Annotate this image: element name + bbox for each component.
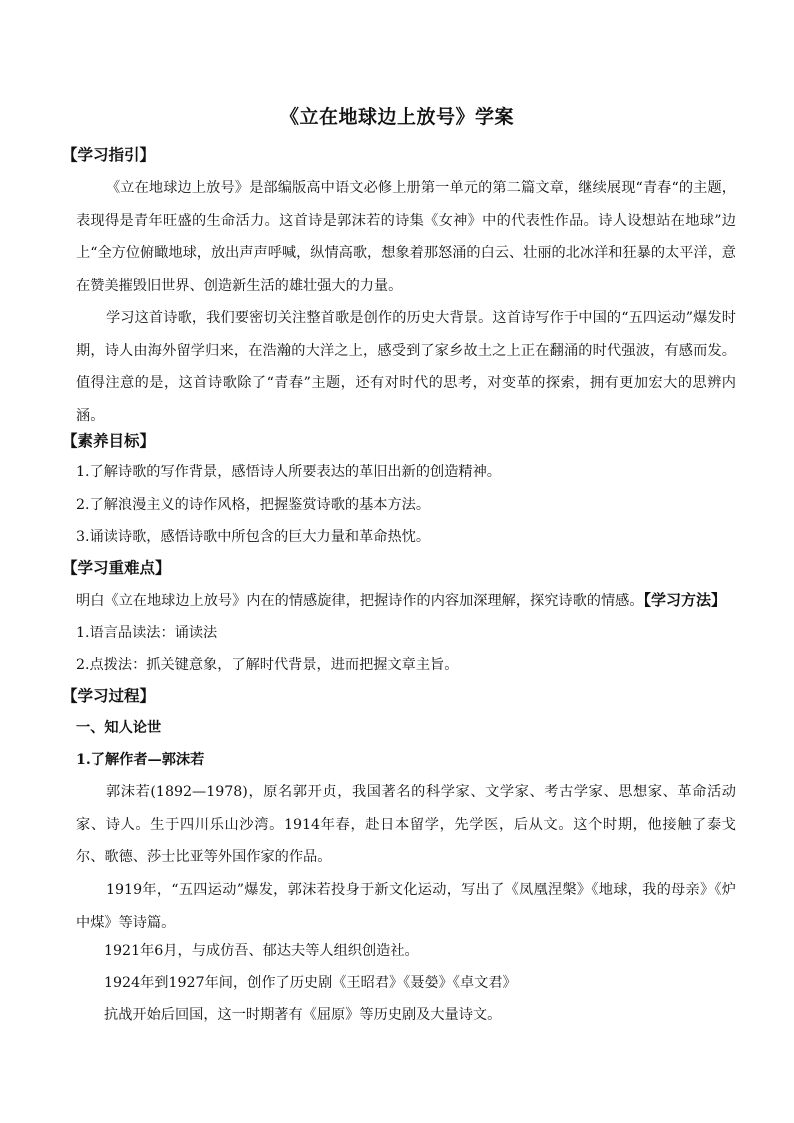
author-paragraph-1: 郭沫若(1892—1978)，原名郭开贞，我国著名的科学家、文学家、考古学家、思想家、革命活动家、诗人。生于四川乐山沙湾。1914年春，赴日本留学，先学医，后从文。这个时期，他接触了泰戈尔、歌德、莎士比亚等外国作家的作品。 [76, 784, 736, 866]
author-line-2: 1924年到1927年间，创作了历史剧《王昭君》《聂嫈》《卓文君》 [104, 975, 517, 991]
section-guide-heading: 【学习指引】 [62, 145, 156, 164]
goal-item-1: 1.了解诗歌的写作背景，感悟诗人所要表达的革旧出新的创造精神。 [76, 464, 501, 480]
author-line-1: 1921年6月，与成仿吾、郁达夫等人组织创造社。 [104, 943, 419, 959]
method-item-2: 2.点拨法：抓关键意象，了解时代背景，进而把握文章主旨。 [76, 657, 459, 673]
key-line [76, 589, 726, 610]
section-process-heading: 【学习过程】 [62, 686, 156, 705]
method-item-1: 1.语言品读法：诵读法 [76, 625, 218, 641]
page-title: 《立在地球边上放号》学案 [279, 106, 514, 128]
section-goals-heading: 【素养目标】 [62, 431, 156, 450]
guide-paragraph-1: 《立在地球边上放号》是部编版高中语文必修上册第一单元的第二篇文章，继续展现“青春“的主题，表现得是青年旺盛的生命活力。这首诗是郭沫若的诗集《女神》中的代表性作品。诗人设想站在地球”边上“全方位俯瞰地球，放出声声呼喊，纵情高歌，想象着那怒涌的白云、壮丽的北冰洋和狂暴的太平洋，意在赞美摧毁旧世界、创造新生活的雄壮强大的力量。 [76, 180, 736, 294]
key-text: 明白《立在地球边上放号》内在的情感旋律，把握诗作的内容加深理解，探究诗歌的情感。 [76, 593, 644, 609]
author-paragraph-2: 1919年，“五四运动”爆发，郭沫若投身于新文化运动，写出了《凤凰涅槃》《地球，我的母亲》《炉中煤》等诗篇。 [76, 882, 736, 931]
goal-item-2: 2.了解浪漫主义的诗作风格，把握鉴赏诗歌的基本方法。 [76, 497, 431, 513]
goal-item-3: 3.诵读诗歌，感悟诗歌中所包含的巨大力量和革命热忱。 [76, 529, 431, 545]
section-key-heading: 【学习重难点】 [62, 558, 171, 577]
part-one-heading: 一、知人论世 [76, 720, 162, 736]
author-line-3: 抗战开始后回国，这一时期著有《屈原》等历史剧及大量诗文。 [104, 1007, 502, 1023]
part-one-subheading: 1.了解作者—郭沫若 [76, 752, 205, 768]
section-method-heading: 【学习方法】 [643, 591, 727, 609]
guide-paragraph-2: 学习这首诗歌，我们要密切关注整首歌是创作的历史大背景。这首诗写作于中国的“五四运动”爆发时期，诗人由海外留学归来，在浩瀚的大洋之上，感受到了家乡故土之上正在翻涌的时代强波，有感而发。值得注意的是，这首诗歌除了“青春”主题，还有对时代的思考，对变革的探索，拥有更加宏大的思辨内涵。 [76, 310, 736, 424]
